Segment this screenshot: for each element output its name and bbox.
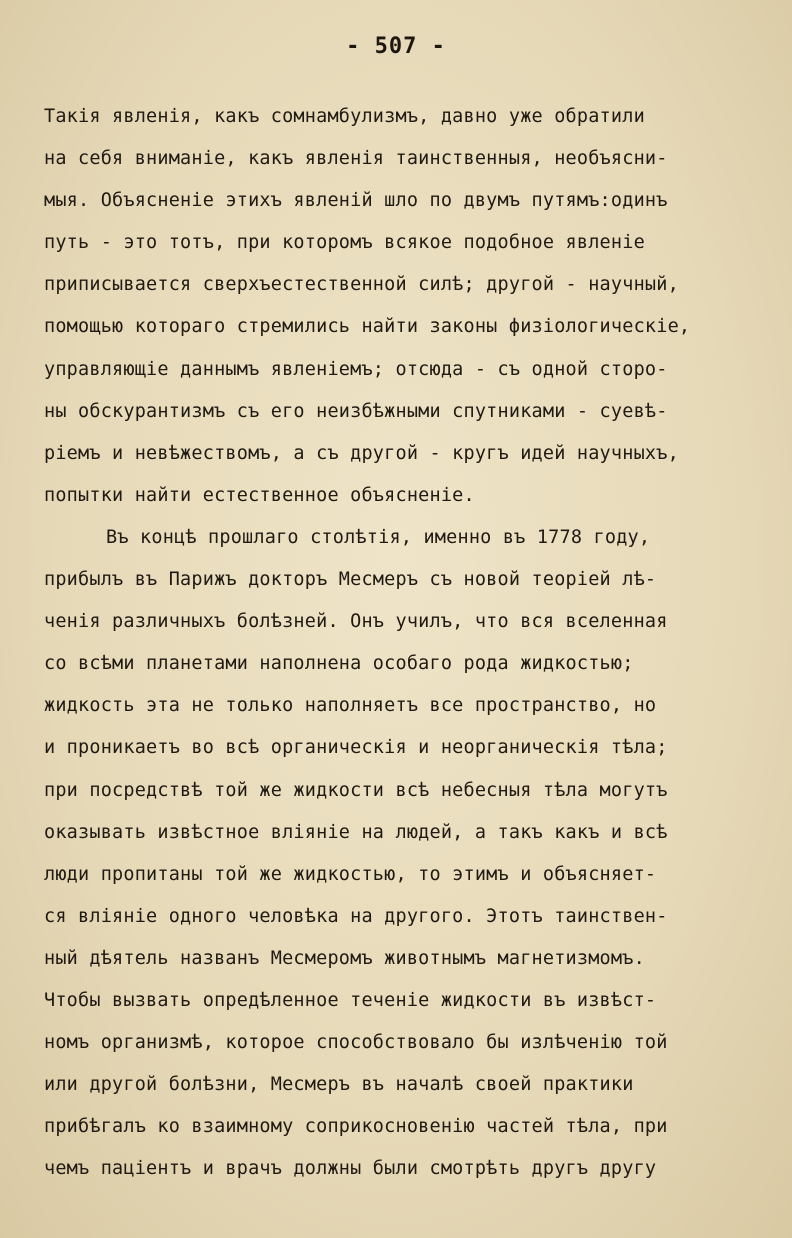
text-line: люди пропитаны той же жидкостью, то этимъ и объясняет- xyxy=(44,863,657,885)
text-line: и проникаетъ во всѣ органическія и неорганическія тѣла; xyxy=(44,737,668,759)
text-line: ченія различныхъ болѣзней. Онъ училъ, что вся вселенная xyxy=(44,611,668,633)
text-line: ны обскурантизмъ съ его неизбѣжными спутниками - суевѣ- xyxy=(44,400,668,422)
text-line: номъ организмѣ, которое способствовало бы излѣченію той xyxy=(44,1032,668,1054)
text-line: мыя. Объясненіе этихъ явленій шло по двумъ путямъ:одинъ xyxy=(44,190,668,212)
text-line: жидкость эта не только наполняетъ все пространство, но xyxy=(44,695,657,717)
text-line: Чтобы вызвать опредѣленное теченіе жидкости въ извѣст- xyxy=(44,989,657,1011)
text-line: на себя вниманіе, какъ явленія таинственныя, необъясни- xyxy=(44,148,668,170)
paragraph-1 xyxy=(44,96,774,517)
text-line: прибылъ въ Парижъ докторъ Месмеръ съ новой теоріей лѣ- xyxy=(44,569,657,591)
text-line: путь - это тотъ, при которомъ всякое подобное явленіе xyxy=(44,232,645,254)
text-line: помощью котораго стремились найти законы физіологическіе, xyxy=(44,316,691,338)
text-line: Такія явленія, какъ сомнамбулизмъ, давно уже обратили xyxy=(44,106,645,127)
text-line: управляющіе даннымъ явленіемъ; отсюда - съ одной сторо- xyxy=(44,358,668,380)
text-line: Въ концѣ прошлаго столѣтія, именно въ 1778 году, xyxy=(106,526,651,548)
text-line: приписывается сверхъестественной силѣ; другой - научный, xyxy=(44,274,679,296)
text-line: попытки найти естественное объясненіе. xyxy=(44,484,475,506)
text-line: при посредствѣ той же жидкости всѣ небесныя тѣла могутъ xyxy=(44,779,668,801)
page-number: - 507 - xyxy=(346,34,446,59)
text-line: прибѣгалъ ко взаимному соприкосновенію частей тѣла, при xyxy=(44,1116,668,1138)
text-line: ный дѣятель названъ Месмеромъ животнымъ магнетизмомъ. xyxy=(44,947,645,969)
text-line: со всѣми планетами наполнена особаго рода жидкостью; xyxy=(44,653,634,675)
text-line: чемъ паціентъ и врачъ должны были смотрѣть другъ другу xyxy=(44,1158,657,1180)
text-line: ріемъ и невѣжествомъ, а съ другой - кругъ идей научныхъ, xyxy=(44,442,679,464)
text-line: оказывать извѣстное вліяніе на людей, а такъ какъ и всѣ xyxy=(44,821,668,843)
paragraph-2 xyxy=(44,517,774,1191)
text-line: ся вліяніе одного человѣка на другого. Этотъ таинствен- xyxy=(44,905,668,927)
text-line: или другой болѣзни, Месмеръ въ началѣ своей практики xyxy=(44,1074,634,1096)
typewritten-text xyxy=(44,96,774,1190)
